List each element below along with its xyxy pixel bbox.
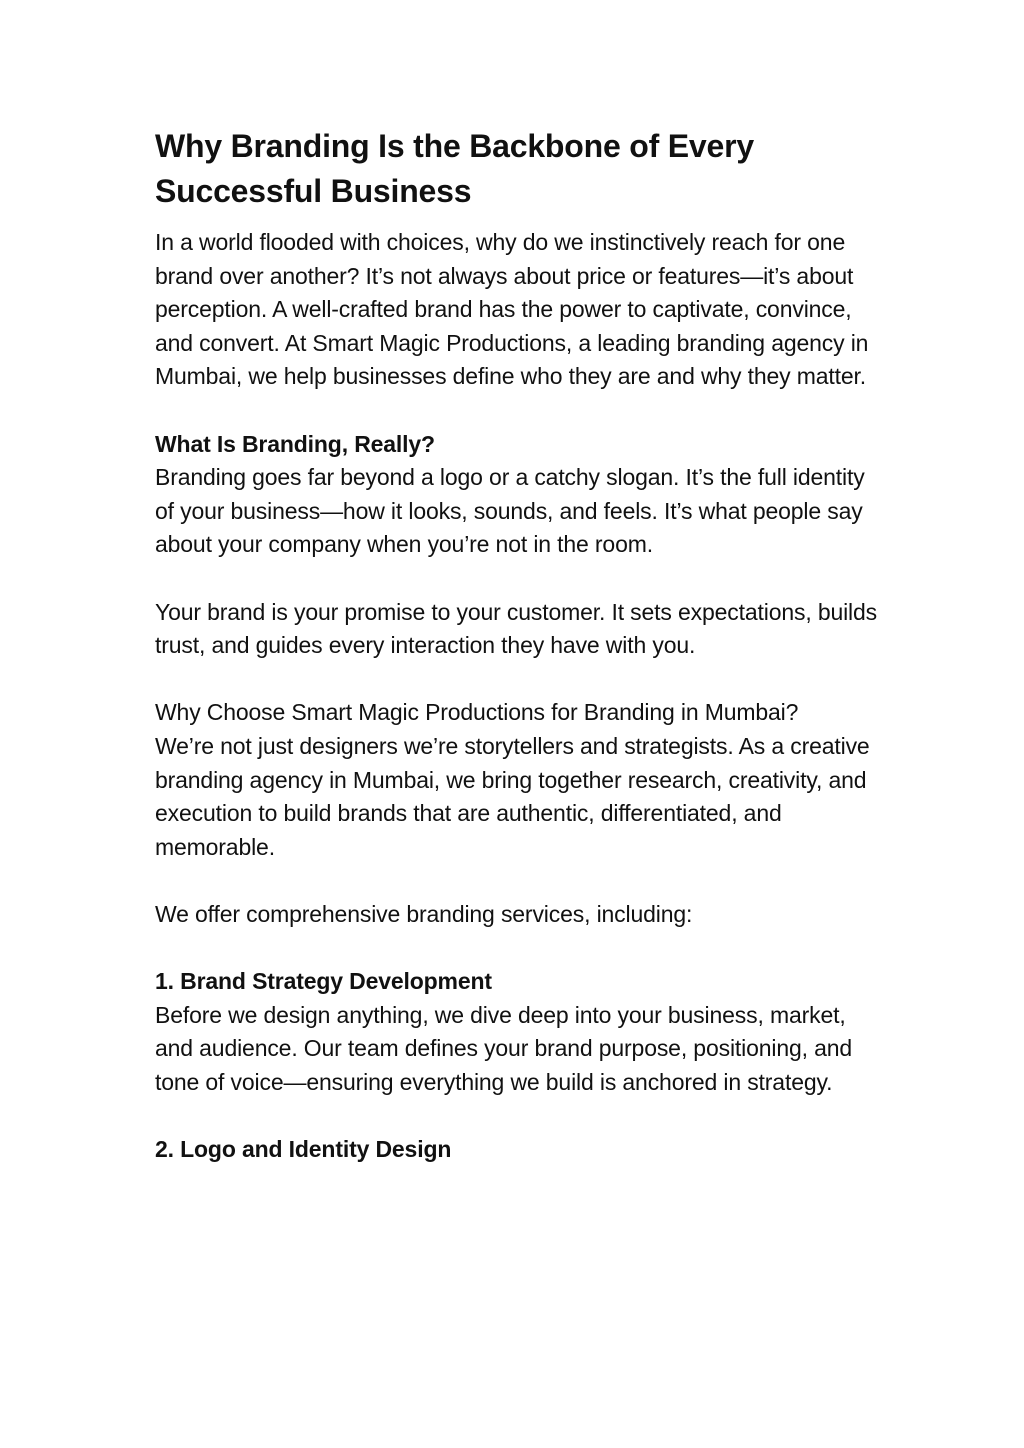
brand-strategy-paragraph: Before we design anything, we dive deep into your business, market, and audience. Our team defines your brand purpose, positioning, and tone of voice—ensuring everything we build is anchored in strategy. <box>155 1001 853 1095</box>
agency-description-paragraph: We’re not just designers we’re storytellers and strategists. As a creative branding agency in Mumbai, we bring together research, creativity, and execution to build brands that are authentic, differentiated, and memorable. <box>155 732 870 860</box>
spacer <box>155 663 880 697</box>
branding-definition-paragraph: Branding goes far beyond a logo or a catchy slogan. It’s the full identity of your business—how it looks, sounds, and feels. It’s what people say about your company when you’re not in the room. <box>155 464 865 558</box>
document-page <box>155 124 880 1167</box>
document-title: Why Branding Is the Backbone of Every Successful Business <box>155 128 754 209</box>
spacer <box>155 1099 880 1133</box>
brand-promise-paragraph: Your brand is your promise to your customer. It sets expectations, builds trust, and guides every interaction they have with you. <box>155 598 878 659</box>
intro-paragraph: In a world flooded with choices, why do we instinctively reach for one brand over another? It’s not always about price or features—it’s about perception. A well-crafted brand has the power to captivate, convince, and convert. At Smart Magic Productions, a leading branding agency in Mumbai, we help businesses define who they are and why they matter. <box>155 229 869 390</box>
spacer <box>155 394 880 428</box>
spacer <box>155 562 880 596</box>
section-heading-why-choose: Why Choose Smart Magic Productions for Branding in Mumbai? <box>155 699 799 726</box>
service-heading-logo-identity: 2. Logo and Identity Design <box>155 1136 452 1163</box>
spacer <box>155 864 880 898</box>
section-heading-what-is-branding: What Is Branding, Really? <box>155 430 435 457</box>
service-heading-brand-strategy: 1. Brand Strategy Development <box>155 968 492 995</box>
spacer <box>155 931 880 965</box>
services-intro-paragraph: We offer comprehensive branding services, including: <box>155 900 693 927</box>
